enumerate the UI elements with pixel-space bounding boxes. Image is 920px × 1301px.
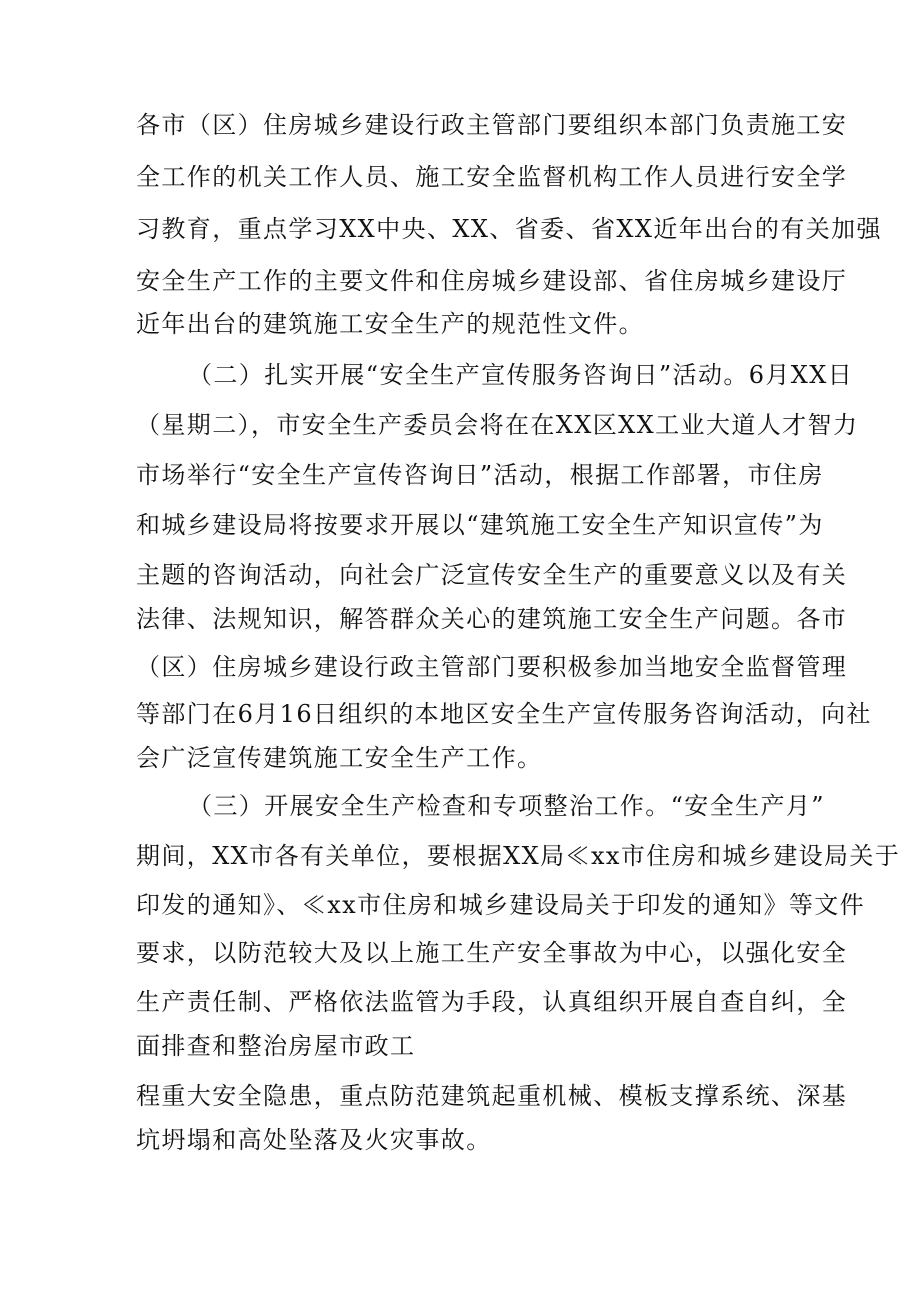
text-line: 面排查和整治房屋市政工 xyxy=(136,1032,416,1060)
text-line: 安全生产工作的主要文件和住房城乡建设部、省住房城乡建设厅 xyxy=(136,267,848,295)
text-line: 近年出台的建筑施工安全生产的规范性文件。 xyxy=(136,310,644,338)
text-line: （星期二），市安全生产委员会将在在XX区XX工业大道人才智力 xyxy=(136,411,859,439)
text-line: 印发的通知》、≪xx市住房和城乡建设局关于印发的通知》等文件 xyxy=(136,891,866,919)
text-line: 程重大安全隐患，重点防范建筑起重机械、模板支撑系统、深基 xyxy=(136,1082,848,1110)
text-line: 全工作的机关工作人员、施工安全监督机构工作人员进行安全学 xyxy=(136,163,848,191)
text-line: 坑坍塌和高处坠落及火灾事故。 xyxy=(136,1126,492,1154)
section-heading-3: （三）开展安全生产检查和专项整治工作。“安全生产月” xyxy=(188,792,825,820)
text-line: 期间，XX市各有关单位，要根据XX局≪xx市住房和城乡建设局关于 xyxy=(136,842,901,870)
text-line: 市场举行“安全生产宣传咨询日”活动，根据工作部署，市住房 xyxy=(136,461,824,489)
text-line: 等部门在6月16日组织的本地区安全生产宣传服务咨询活动，向社 xyxy=(136,700,872,728)
text-line: 会广泛宣传建筑施工安全生产工作。 xyxy=(136,744,543,772)
section-heading-2: （二）扎实开展“安全生产宣传服务咨询日”活动。6月XX日 xyxy=(188,361,854,389)
text-line: 主题的咨询活动，向社会广泛宣传安全生产的重要意义以及有关 xyxy=(136,561,848,589)
text-line: （区）住房城乡建设行政主管部门要积极参加当地安全监督管理 xyxy=(136,653,848,681)
text-line: 生产责任制、严格依法监管为手段，认真组织开展自查自纠，全 xyxy=(136,988,848,1016)
text-line: 各市（区）住房城乡建设行政主管部门要组织本部门负责施工安 xyxy=(136,111,848,139)
text-line: 习教育，重点学习XX中央、XX、省委、省XX近年出台的有关加强 xyxy=(136,215,882,243)
text-line: 和城乡建设局将按要求开展以“建筑施工安全生产知识宣传”为 xyxy=(136,511,824,539)
text-line: 要求，以防范较大及以上施工生产安全事故为中心，以强化安全 xyxy=(136,939,848,967)
text-line: 法律、法规知识，解答群众关心的建筑施工安全生产问题。各市 xyxy=(136,605,848,633)
